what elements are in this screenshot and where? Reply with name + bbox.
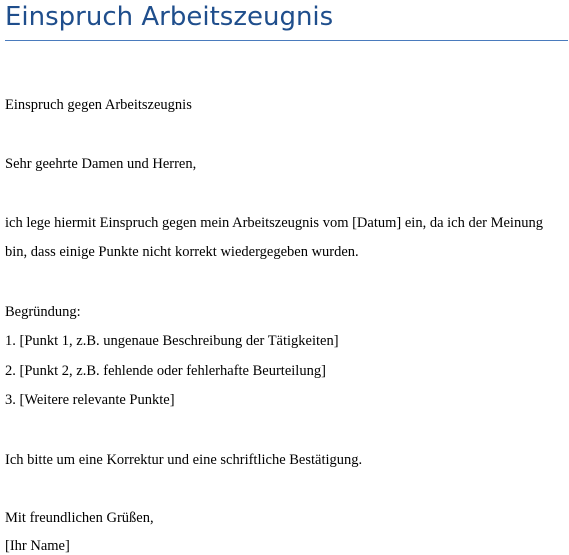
signature-placeholder: [Ihr Name] (5, 538, 70, 554)
intro-paragraph-line-1: ich lege hiermit Einspruch gegen mein Arbeitszeugnis vom [Datum] ein, da ich der Meinung (5, 215, 543, 231)
reasons-heading: Begründung: (5, 304, 81, 320)
request-line: Ich bitte um eine Korrektur und eine schriftliche Bestätigung. (5, 452, 363, 468)
reason-item-2: 2. [Punkt 2, z.B. fehlende oder fehlerhafte Beurteilung] (5, 363, 326, 379)
subject-line: Einspruch gegen Arbeitszeugnis (5, 97, 192, 113)
closing-line: Mit freundlichen Grüßen, (5, 510, 154, 526)
reason-item-3: 3. [Weitere relevante Punkte] (5, 392, 175, 408)
intro-paragraph-line-2: bin, dass einige Punkte nicht korrekt wiedergegeben wurden. (5, 244, 359, 260)
reason-item-1: 1. [Punkt 1, z.B. ungenaue Beschreibung der Tätigkeiten] (5, 333, 339, 349)
salutation: Sehr geehrte Damen und Herren, (5, 156, 197, 172)
document-title: Einspruch Arbeitszeugnis (5, 2, 334, 32)
title-underline (5, 40, 568, 41)
